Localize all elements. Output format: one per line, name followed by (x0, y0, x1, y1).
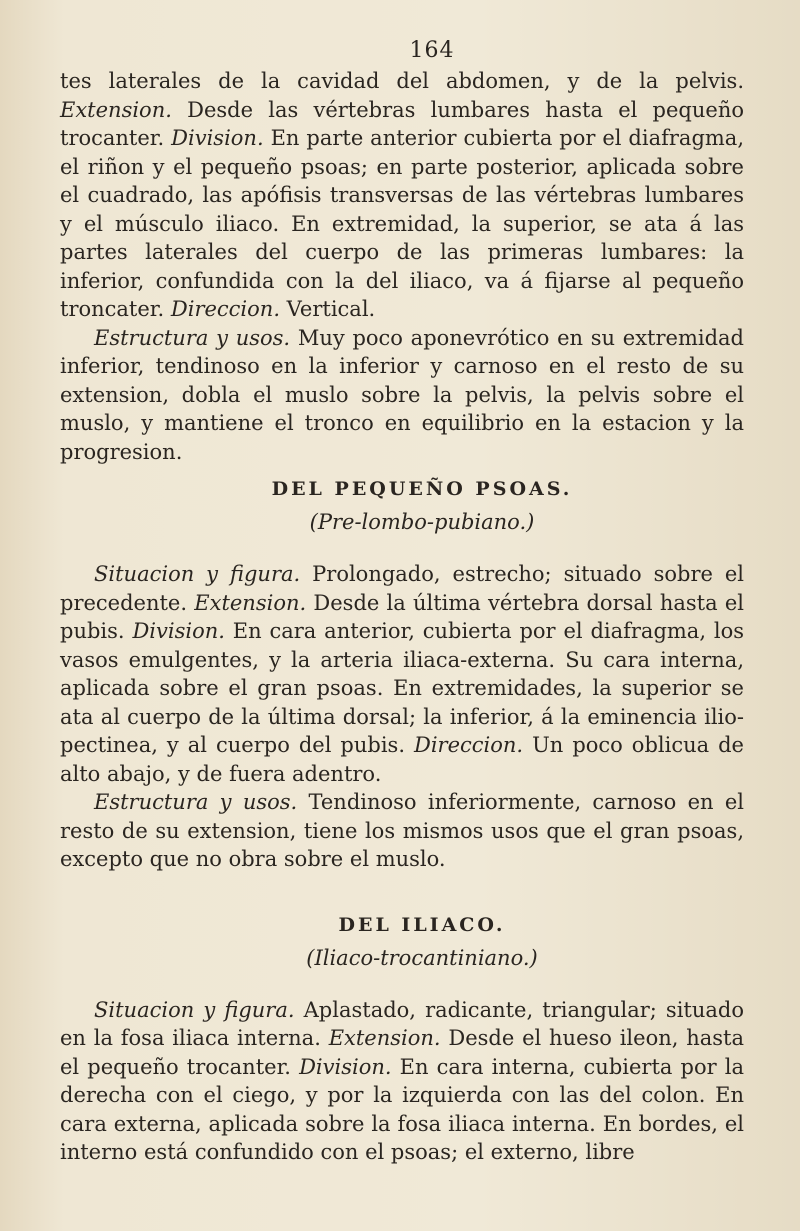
italic-run: Situacion y figura. (94, 562, 301, 586)
intro-structure-paragraph (60, 324, 744, 467)
italic-run: Extension. (60, 97, 172, 122)
italic-run: Situacion y figura. (94, 997, 295, 1022)
intro-paragraph (60, 67, 744, 324)
text-run: Tendinoso inferiormente, carnoso en el resto de su extension, tiene los mismos usos que el gran psoas, excepto que no obra sobre el muslo. (60, 790, 744, 871)
italic-run: Estructura y usos. (94, 790, 298, 814)
italic-run: Direccion. (170, 297, 280, 321)
text-run: Vertical. (280, 297, 376, 321)
text-run: Desde las vértebras lumbares hasta el pequeño trocanter. (60, 97, 744, 150)
pequeno-psoas-paragraph-1 (60, 560, 744, 788)
text-run: En cara anterior, cubierta por el diafragma, los vasos emulgentes, y la arteria iliaca-externa. Su cara interna, aplicada sobre el gran psoas. En extremidades, la superior se ata al cuerpo de la última dorsal; la inferior, á la eminencia ilio-pectinea, y al cuerpo del pubis. (60, 619, 744, 757)
text-run: Desde el hueso ileon, hasta el pequeño trocanter. (60, 1026, 744, 1079)
italic-run: Division. (132, 619, 225, 643)
text-run: En parte anterior cubierta por el diafragma, el riñon y el pequeño psoas; en parte posterior, aplicada sobre el cuadrado, las apófisis transversas de las vértebras lumbares y el músculo iliaco. En extremidad, la superior, se ata á las partes laterales del cuerpo de las primeras lumbares: la inferior, confundida con la del iliaco, va á fijarse al pequeño troncater. (60, 126, 744, 321)
text-run: Muy poco aponevrótico en su extremidad inferior, tendinoso en la inferior y carnoso en el resto de su extension, dobla el muslo sobre la pelvis, la pelvis sobre el muslo, y mantiene el tronco en equilibrio en la estacion y la progresion. (60, 325, 744, 464)
text-run: En cara interna, cubierta por la derecha con el ciego, y por la izquierda con las del colon. En cara externa, aplicada sobre la fosa iliaca interna. En bordes, el interno está confundido con el psoas; el externo, libre (60, 1054, 744, 1164)
text-run: tes laterales de la cavidad del abdomen, y de la pelvis. (60, 69, 744, 93)
section-subtitle-pequeno-psoas: (Pre-lombo-pubiano.) (309, 510, 535, 534)
text-run: Un poco oblicua de alto abajo, y de fuera adentro. (60, 733, 744, 786)
page-number: 164 (409, 38, 455, 63)
italic-run: Division. (299, 1054, 392, 1079)
italic-run: Division. (171, 126, 264, 150)
section-title-iliaco: DEL ILIACO. (338, 913, 506, 936)
italic-run: Estructura y usos. (94, 325, 291, 350)
italic-run: Direccion. (414, 733, 524, 757)
section-title-pequeno-psoas: DEL PEQUEÑO PSOAS. (271, 478, 573, 500)
text-run: Aplastado, radicante, triangular; situado en la fosa iliaca interna. (60, 997, 744, 1050)
text-run: Prolongado, estrecho; situado sobre el precedente. (60, 562, 745, 615)
iliaco-paragraph-1 (60, 996, 744, 1167)
text-run: Desde la última vértebra dorsal hasta el pubis. (60, 590, 744, 643)
italic-run: Extension. (328, 1026, 441, 1050)
pequeno-psoas-paragraph-2 (60, 788, 744, 874)
italic-run: Extension. (194, 590, 307, 615)
section-subtitle-iliaco: (Iliaco-trocantiniano.) (306, 945, 538, 970)
